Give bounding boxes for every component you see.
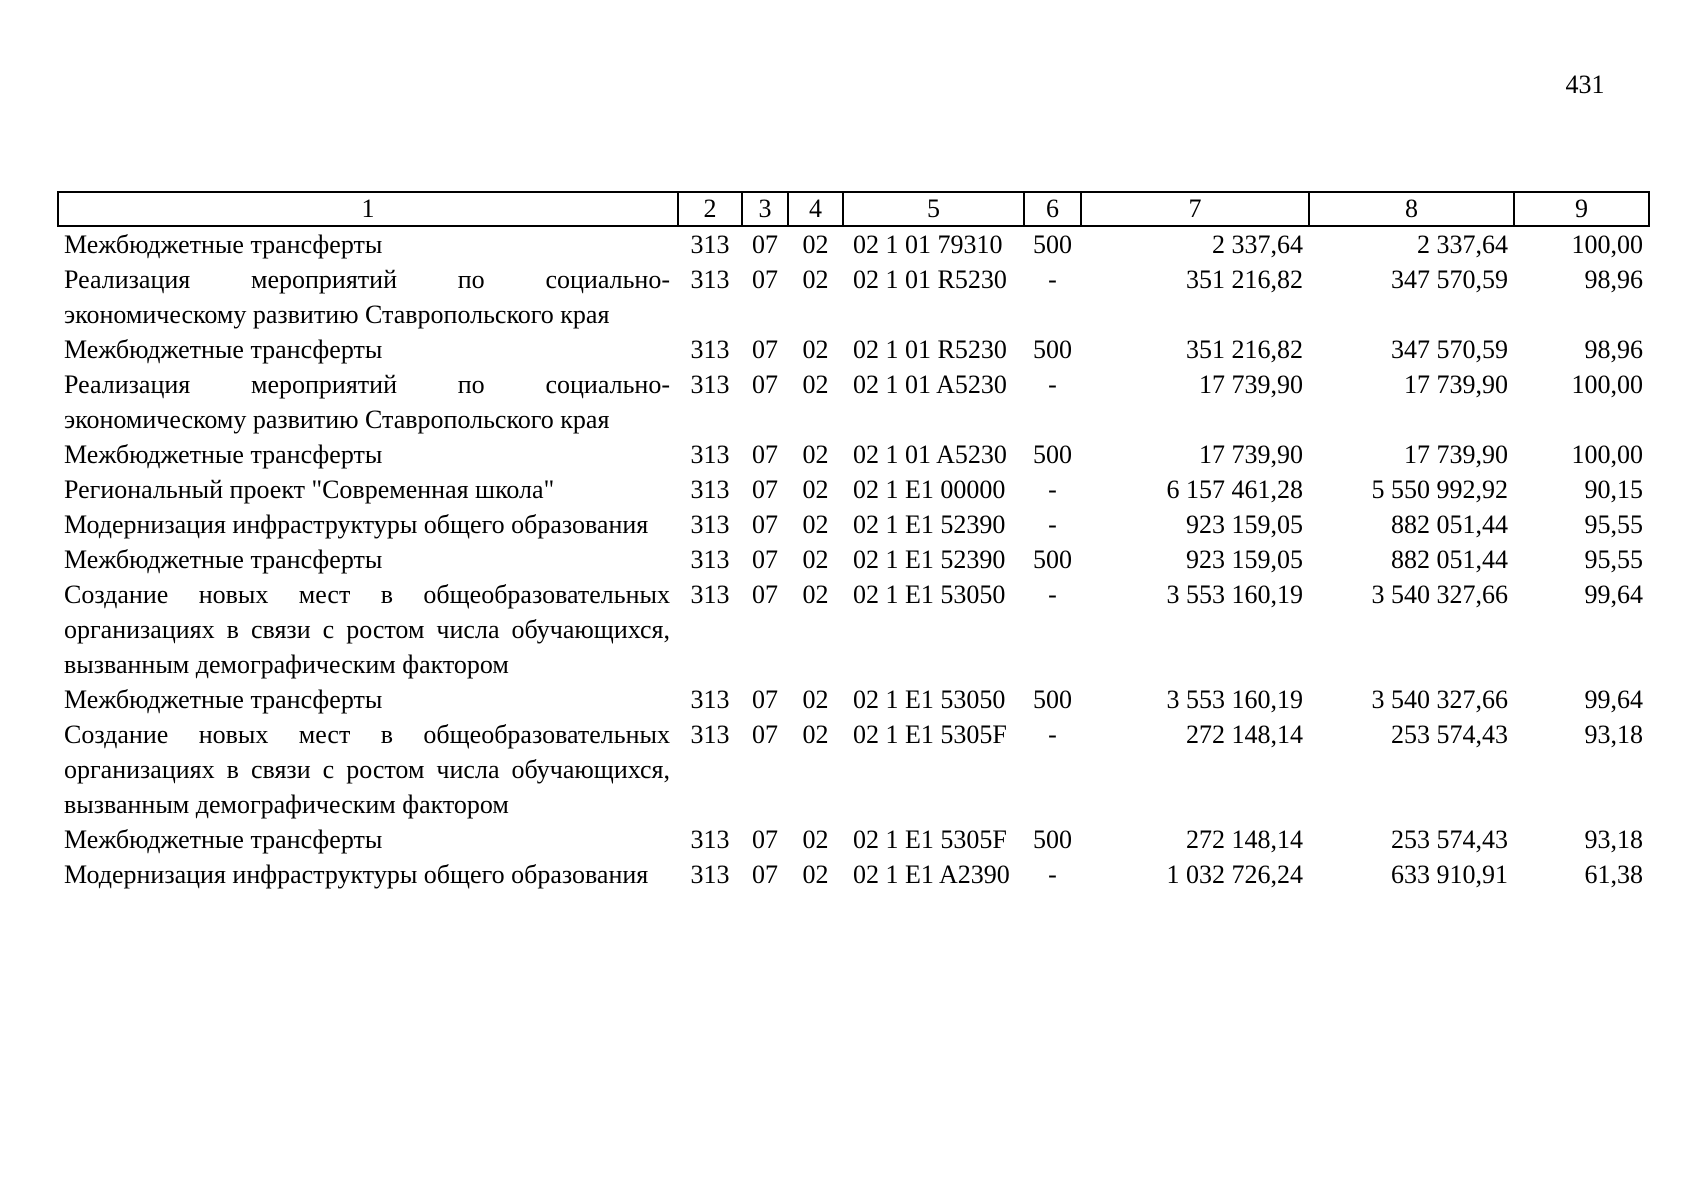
cell-col-8: 5 550 992,92 [1371, 475, 1508, 504]
cell-col-2: 313 [690, 335, 730, 364]
cell-col-5: 02 1 01 79310 [853, 230, 1003, 259]
cell-col-5: 02 1 E1 52390 [853, 545, 1006, 574]
cell-col-4: 02 [802, 580, 829, 609]
cell-col-2: 313 [690, 265, 730, 294]
item-name: Межбюджетные трансферты [64, 825, 383, 854]
cell-col-8: 882 051,44 [1391, 510, 1508, 539]
item-name: Межбюджетные трансферты [64, 230, 383, 259]
cell-col-4: 02 [802, 685, 829, 714]
table-body [58, 226, 1649, 892]
cell-col-8: 633 910,91 [1391, 860, 1508, 889]
cell-col-7: 351 216,82 [1186, 335, 1303, 364]
page-number: 431 [1565, 70, 1605, 99]
cell-col-3: 07 [752, 720, 778, 749]
item-name: Межбюджетные трансферты [64, 440, 383, 469]
cell-col-5: 02 1 E1 A2390 [853, 860, 1010, 889]
cell-col-8: 347 570,59 [1391, 335, 1508, 364]
cell-col-3: 07 [752, 685, 778, 714]
cell-col-3: 07 [752, 230, 778, 259]
item-name: Создание новых мест в общеобразовательных организациях в связи с ростом числа обучающихся, вызванным демографическим фактором [64, 720, 670, 819]
cell-col-6: - [1048, 475, 1057, 504]
table-row [58, 577, 1649, 682]
table-row [58, 437, 1649, 472]
item-name: Межбюджетные трансферты [64, 685, 383, 714]
cell-col-9: 100,00 [1571, 230, 1643, 259]
cell-col-5: 02 1 E1 00000 [853, 475, 1006, 504]
table-header [58, 192, 1649, 226]
item-name: Создание новых мест в общеобразовательных организациях в связи с ростом числа обучающихся, вызванным демографическим фактором [64, 580, 670, 679]
cell-col-3: 07 [752, 580, 778, 609]
cell-col-5: 02 1 E1 5305F [853, 720, 1007, 749]
cell-col-9: 100,00 [1571, 440, 1643, 469]
cell-col-3: 07 [752, 440, 778, 469]
cell-col-3: 07 [752, 475, 778, 504]
header-row [58, 192, 1649, 226]
cell-col-4: 02 [802, 825, 829, 854]
cell-col-6: 500 [1033, 685, 1072, 714]
cell-col-9: 93,18 [1584, 825, 1643, 854]
cell-col-6: - [1048, 720, 1057, 749]
cell-col-7: 17 739,90 [1199, 370, 1303, 399]
cell-col-2: 313 [690, 685, 730, 714]
cell-col-7: 3 553 160,19 [1166, 685, 1303, 714]
table-row [58, 507, 1649, 542]
cell-col-7: 923 159,05 [1186, 510, 1303, 539]
cell-col-4: 02 [802, 440, 829, 469]
cell-col-3: 07 [752, 335, 778, 364]
cell-col-6: - [1048, 265, 1057, 294]
column-header-6: 6 [1024, 192, 1081, 226]
cell-col-2: 313 [690, 370, 730, 399]
table-row [58, 717, 1649, 822]
item-name: Региональный проект "Современная школа" [64, 475, 555, 504]
column-header-4: 4 [788, 192, 843, 226]
cell-col-8: 17 739,90 [1404, 370, 1508, 399]
cell-col-7: 272 148,14 [1186, 825, 1303, 854]
table-row [58, 262, 1649, 332]
cell-col-4: 02 [802, 370, 829, 399]
table-row [58, 367, 1649, 437]
cell-col-7: 3 553 160,19 [1166, 580, 1303, 609]
cell-col-4: 02 [802, 230, 829, 259]
cell-col-6: 500 [1033, 230, 1072, 259]
cell-col-5: 02 1 01 R5230 [853, 265, 1007, 294]
cell-col-4: 02 [802, 720, 829, 749]
cell-col-7: 17 739,90 [1199, 440, 1303, 469]
cell-col-2: 313 [690, 545, 730, 574]
table-row [58, 682, 1649, 717]
cell-col-9: 95,55 [1584, 510, 1643, 539]
cell-col-3: 07 [752, 825, 778, 854]
cell-col-3: 07 [752, 545, 778, 574]
cell-col-2: 313 [690, 825, 730, 854]
cell-col-6: 500 [1033, 825, 1072, 854]
cell-col-6: - [1048, 860, 1057, 889]
cell-col-6: - [1048, 580, 1057, 609]
cell-col-6: - [1048, 370, 1057, 399]
cell-col-2: 313 [690, 860, 730, 889]
cell-col-9: 95,55 [1584, 545, 1643, 574]
cell-col-5: 02 1 01 A5230 [853, 440, 1007, 469]
cell-col-4: 02 [802, 475, 829, 504]
cell-col-9: 98,96 [1584, 335, 1643, 364]
cell-col-4: 02 [802, 545, 829, 574]
cell-col-6: - [1048, 510, 1057, 539]
cell-col-7: 272 148,14 [1186, 720, 1303, 749]
cell-col-6: 500 [1033, 440, 1072, 469]
cell-col-3: 07 [752, 510, 778, 539]
cell-col-4: 02 [802, 335, 829, 364]
cell-col-5: 02 1 E1 52390 [853, 510, 1006, 539]
cell-col-7: 2 337,64 [1212, 230, 1303, 259]
cell-col-5: 02 1 E1 53050 [853, 685, 1006, 714]
table-row [58, 857, 1649, 892]
cell-col-2: 313 [690, 475, 730, 504]
cell-col-2: 313 [690, 510, 730, 539]
cell-col-9: 100,00 [1571, 370, 1643, 399]
table-row [58, 472, 1649, 507]
table-row [58, 542, 1649, 577]
cell-col-2: 313 [690, 720, 730, 749]
cell-col-5: 02 1 E1 5305F [853, 825, 1007, 854]
item-name: Реализация мероприятий по социально-экономическому развитию Ставропольского края [64, 265, 670, 329]
cell-col-3: 07 [752, 860, 778, 889]
cell-col-2: 313 [690, 230, 730, 259]
cell-col-4: 02 [802, 860, 829, 889]
cell-col-9: 99,64 [1584, 685, 1643, 714]
cell-col-7: 923 159,05 [1186, 545, 1303, 574]
cell-col-5: 02 1 01 A5230 [853, 370, 1007, 399]
item-name: Реализация мероприятий по социально-экономическому развитию Ставропольского края [64, 370, 670, 434]
column-header-8: 8 [1309, 192, 1514, 226]
item-name: Межбюджетные трансферты [64, 545, 383, 574]
column-header-5: 5 [843, 192, 1024, 226]
cell-col-8: 3 540 327,66 [1371, 580, 1508, 609]
column-header-2: 2 [678, 192, 742, 226]
budget-table [57, 191, 1650, 892]
item-name: Межбюджетные трансферты [64, 335, 383, 364]
cell-col-7: 6 157 461,28 [1166, 475, 1303, 504]
cell-col-5: 02 1 01 R5230 [853, 335, 1007, 364]
cell-col-8: 347 570,59 [1391, 265, 1508, 294]
item-name: Модернизация инфраструктуры общего образования [64, 510, 649, 539]
cell-col-8: 2 337,64 [1417, 230, 1508, 259]
table-row [58, 822, 1649, 857]
cell-col-8: 253 574,43 [1391, 720, 1508, 749]
cell-col-9: 98,96 [1584, 265, 1643, 294]
table-row [58, 226, 1649, 262]
column-header-7: 7 [1081, 192, 1309, 226]
cell-col-8: 17 739,90 [1404, 440, 1508, 469]
column-header-1: 1 [58, 192, 678, 226]
cell-col-6: 500 [1033, 545, 1072, 574]
cell-col-2: 313 [690, 440, 730, 469]
column-header-9: 9 [1514, 192, 1649, 226]
cell-col-8: 882 051,44 [1391, 545, 1508, 574]
table-row [58, 332, 1649, 367]
cell-col-8: 3 540 327,66 [1371, 685, 1508, 714]
cell-col-3: 07 [752, 265, 778, 294]
cell-col-6: 500 [1033, 335, 1072, 364]
cell-col-9: 90,15 [1584, 475, 1643, 504]
cell-col-5: 02 1 E1 53050 [853, 580, 1006, 609]
cell-col-9: 93,18 [1584, 720, 1643, 749]
cell-col-7: 1 032 726,24 [1166, 860, 1303, 889]
cell-col-2: 313 [690, 580, 730, 609]
cell-col-4: 02 [802, 265, 829, 294]
cell-col-7: 351 216,82 [1186, 265, 1303, 294]
cell-col-4: 02 [802, 510, 829, 539]
cell-col-3: 07 [752, 370, 778, 399]
cell-col-9: 61,38 [1584, 860, 1643, 889]
column-header-3: 3 [742, 192, 788, 226]
cell-col-9: 99,64 [1584, 580, 1643, 609]
item-name: Модернизация инфраструктуры общего образования [64, 860, 649, 889]
cell-col-8: 253 574,43 [1391, 825, 1508, 854]
